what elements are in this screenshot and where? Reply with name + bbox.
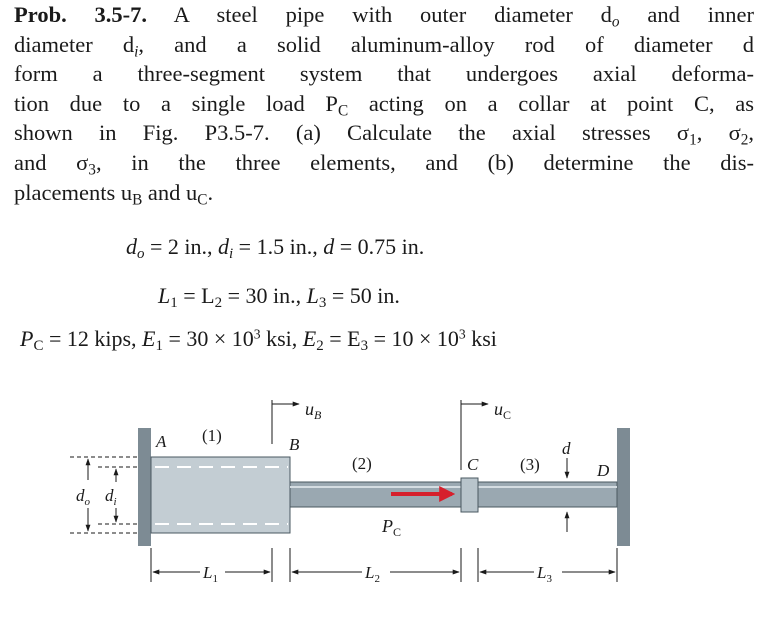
label-Pc: $P_C$ bbox=[382, 516, 402, 539]
problem-line-2: diameter $d_i$, and a solid aluminum-alloy rod of diameter d bbox=[14, 31, 754, 60]
label-L2: $L_2$ bbox=[365, 563, 380, 585]
problem-line-4: tion due to a single load $P_C$ acting on a collar at point C, as bbox=[14, 90, 754, 120]
problem-line-7: placements $u_B$ and $u_C$. bbox=[14, 179, 214, 208]
steel-pipe bbox=[151, 457, 290, 533]
aluminum-rod bbox=[290, 482, 617, 507]
label-seg1: (1) bbox=[202, 426, 222, 445]
label-seg2: (2) bbox=[352, 454, 372, 473]
label-di: $d_i$ bbox=[105, 486, 117, 508]
label-B: B bbox=[289, 435, 300, 454]
left-wall bbox=[138, 428, 151, 546]
problem-statement bbox=[14, 0, 754, 207]
label-L1: $L_1$ bbox=[203, 563, 218, 585]
label-uC: $u_C$ bbox=[494, 399, 512, 422]
label-C: C bbox=[467, 455, 479, 474]
problem-line-1: Prob. 3.5-7. A steel pipe with outer diameter $d_o$ and inner bbox=[14, 2, 754, 31]
given-load-moduli: $P_C = 12$ kips, $E_1 = 30 \times 10^3$ ksi, $E_2 = E_3 = 10 \times 10^3$ ksi bbox=[20, 326, 497, 355]
label-uB: $u_B$ bbox=[305, 399, 322, 422]
given-diameters: $d_o = 2$ in., $d_i = 1.5$ in., d = 0.75 in. bbox=[126, 234, 425, 263]
label-L3: $L_3$ bbox=[537, 563, 552, 585]
given-lengths: $L_1 = L_2 = 30$ in., $L_3 = 50$ in. bbox=[158, 283, 400, 312]
label-seg3: (3) bbox=[520, 455, 540, 474]
collar-c bbox=[461, 478, 478, 512]
right-wall bbox=[617, 428, 630, 546]
label-do: $d_o$ bbox=[76, 486, 90, 508]
problem-line-5: shown in Fig. P3.5-7. (a) Calculate the axial stresses $\sigma_1$, $\sigma_2$, bbox=[14, 120, 754, 149]
figure-p3-5-7 bbox=[0, 380, 764, 640]
problem-line-6: and $\sigma_3$, in the three elements, and (b) determine the dis- bbox=[14, 149, 754, 179]
label-D: D bbox=[597, 461, 610, 480]
problem-number: Prob. 3.5-7. bbox=[14, 2, 148, 27]
label-d: d bbox=[562, 439, 571, 458]
label-A: A bbox=[156, 432, 167, 451]
problem-line-3: form a three-segment system that undergoes axial deforma- bbox=[14, 61, 754, 87]
